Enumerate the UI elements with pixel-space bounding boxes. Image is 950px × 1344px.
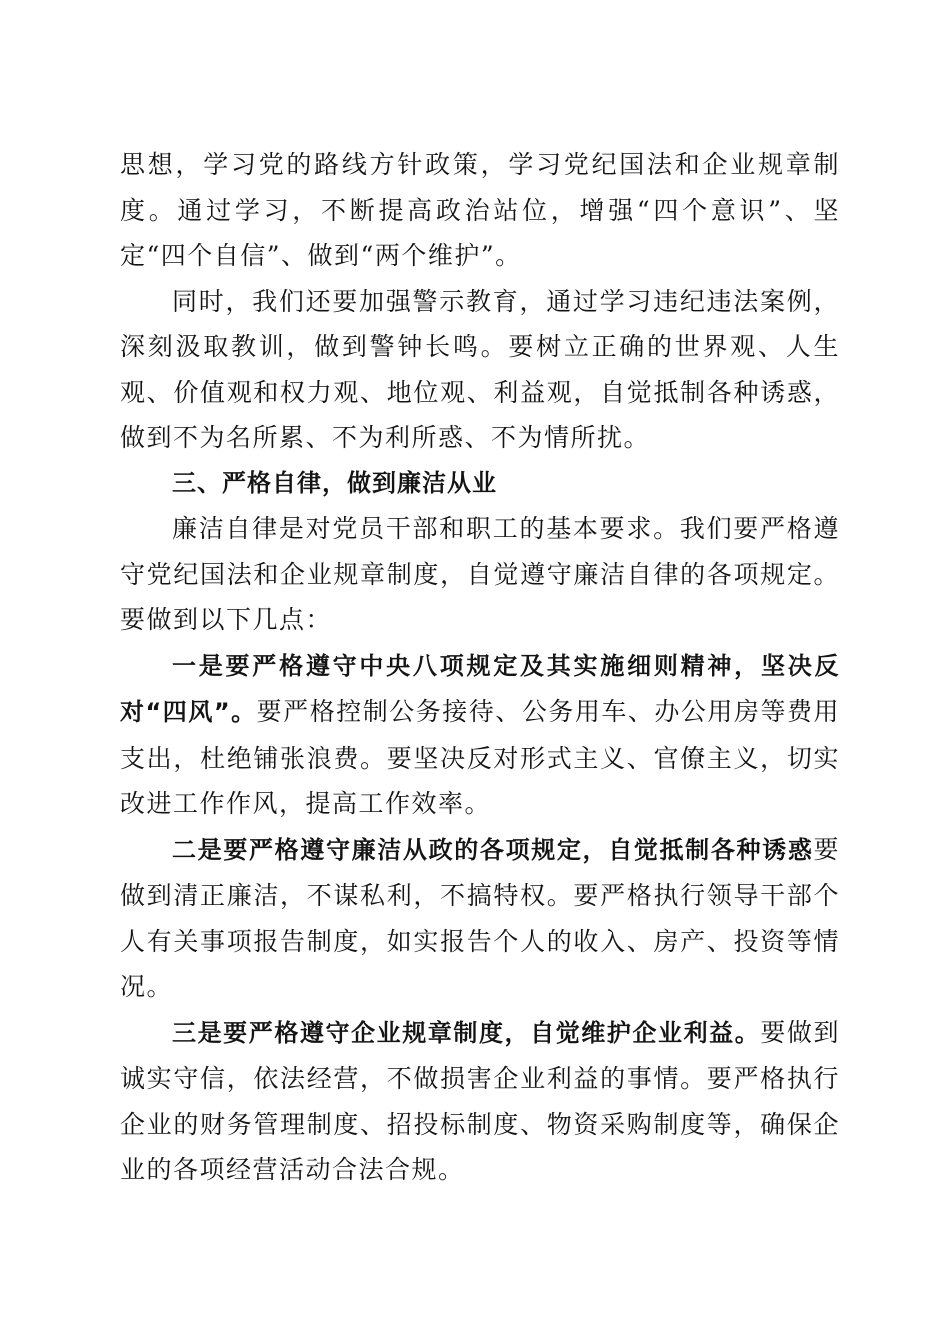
point-one-lead: 一是要严格遵守中央八项规定及其实施细则精神，坚决反对“四风”。 [120, 651, 840, 726]
point-three-body: 要做到诚实守信，依法经营，不做损害企业利益的事情。要严格执行企业的财务管理制度、招投标制度、物资采购制度等，确保企业的各项经营活动合法合规。 [120, 1017, 840, 1184]
document-body [120, 142, 840, 1193]
point-three-lead: 三是要严格遵守企业规章制度，自觉维护企业利益。 [172, 1018, 761, 1047]
paragraph-warning-education: 同时，我们还要加强警示教育，通过学习违纪违法案例，深刻汲取教训，做到警钟长鸣。要树立正确的世界观、人生观、价值观和权力观、地位观、利益观，自觉抵制各种诱惑，做到不为名所累、不为利所惑、不为情所扰。 [120, 286, 840, 452]
point-two-lead: 二是要严格遵守廉洁从政的各项规定，自觉抵制各种诱惑 [172, 835, 814, 864]
point-three [120, 1010, 840, 1193]
point-one [120, 643, 840, 827]
point-two-body: 要做到清正廉洁，不谋私利，不搞特权。要严格执行领导干部个人有关事项报告制度，如实报告个人的收入、房产、投资等情况。 [120, 834, 840, 1001]
point-one-body: 要严格控制公务接待、公务用车、办公用房等费用支出，杜绝铺张浪费。要坚决反对形式主义、官僚主义，切实改进工作作风，提高工作效率。 [120, 697, 840, 818]
paragraph-continuation: 思想，学习党的路线方针政策，学习党纪国法和企业规章制度。通过学习，不断提高政治站位，增强“四个意识”、坚定“四个自信”、做到“两个维护”。 [120, 150, 840, 270]
paragraph-intro: 廉洁自律是对党员干部和职工的基本要求。我们要严格遵守党纪国法和企业规章制度，自觉遵守廉洁自律的各项规定。要做到以下几点： [120, 514, 840, 634]
point-two [120, 827, 840, 1010]
section-heading: 三、严格自律，做到廉洁从业 [172, 468, 497, 497]
